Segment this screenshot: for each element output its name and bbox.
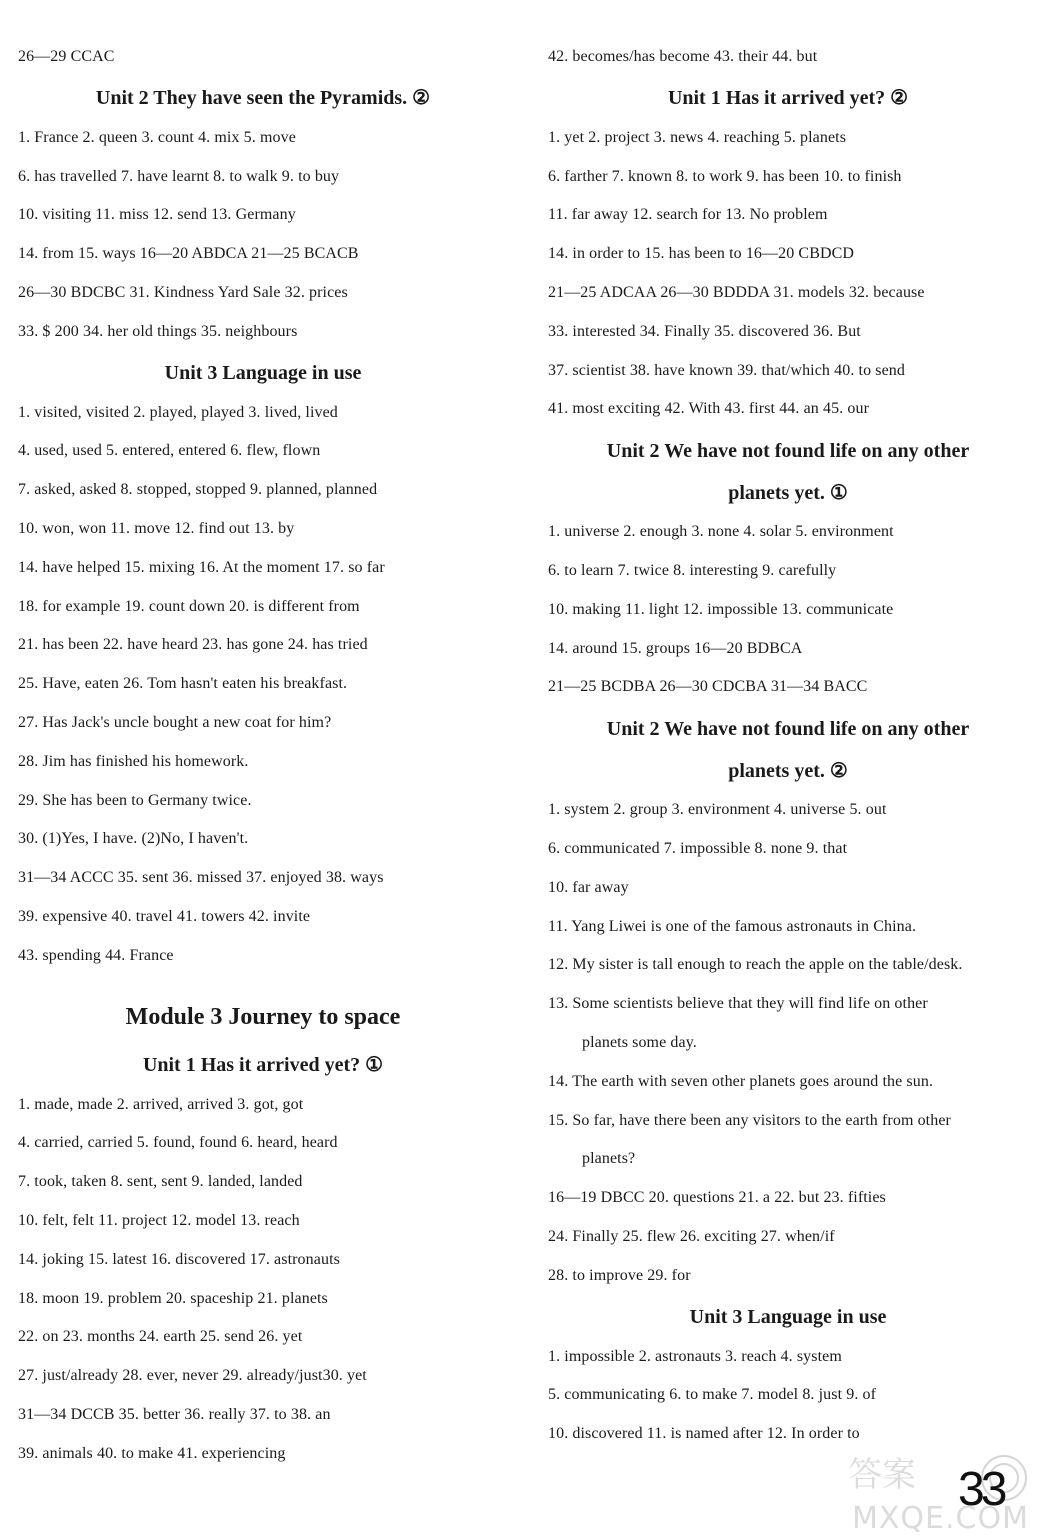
answer-line: 12. My sister is tall enough to reach the apple on the table/desk.	[548, 956, 963, 974]
answer-line: 28. to improve 29. for	[548, 1266, 691, 1284]
answer-line: 27. Has Jack's uncle bought a new coat for him?	[18, 713, 332, 731]
page-number: 33	[958, 1463, 1004, 1516]
answer-line: 1. visited, visited 2. played, played 3. lived, lived	[18, 403, 338, 421]
answer-line: 29. She has been to Germany twice.	[18, 791, 252, 809]
section-heading: Unit 2 They have seen the Pyramids. ②	[95, 86, 431, 109]
answer-line: 15. So far, have there been any visitors to the earth from other	[548, 1111, 951, 1129]
answer-line: 7. took, taken 8. sent, sent 9. landed, landed	[18, 1173, 303, 1191]
answer-line: 24. Finally 25. flew 26. exciting 27. when/if	[548, 1227, 835, 1245]
answer-line: 30. (1)Yes, I have. (2)No, I haven't.	[18, 830, 249, 848]
answer-line: 10. making 11. light 12. impossible 13. communicate	[548, 600, 894, 618]
answer-line: 1. France 2. queen 3. count 4. mix 5. move	[18, 128, 296, 146]
answer-line: 31—34 DCCB 35. better 36. really 37. to 38. an	[18, 1405, 331, 1423]
answer-line: 28. Jim has finished his homework.	[18, 752, 249, 770]
answer-line: 4. carried, carried 5. found, found 6. heard, heard	[18, 1134, 338, 1152]
answer-line: 16—19 DBCC 20. questions 21. a 22. but 23. fifties	[548, 1189, 886, 1207]
answer-line: 10. far away	[548, 878, 629, 896]
answer-line: 6. communicated 7. impossible 8. none 9. that	[548, 839, 848, 857]
answer-line: 10. visiting 11. miss 12. send 13. Germany	[18, 206, 296, 224]
answer-line: 1. system 2. group 3. environment 4. universe 5. out	[548, 801, 887, 819]
section-heading: Unit 2 We have not found life on any other	[606, 440, 970, 463]
answer-line: 1. universe 2. enough 3. none 4. solar 5. environment	[548, 523, 894, 541]
answer-line: 37. scientist 38. have known 39. that/which 40. to send	[548, 361, 906, 379]
answer-line: 41. most exciting 42. With 43. first 44. an 45. our	[548, 400, 870, 418]
answer-line: 39. expensive 40. travel 41. towers 42. invite	[18, 907, 311, 925]
section-heading: Unit 1 Has it arrived yet? ②	[667, 86, 909, 109]
section-heading: Unit 3 Language in use	[689, 1305, 887, 1328]
module-title: Module 3 Journey to space	[125, 1003, 401, 1030]
watermark-logo	[842, 1448, 1038, 1536]
svg-text:MXQE.COM: MXQE.COM	[852, 1501, 1029, 1536]
left-column	[18, 38, 508, 1474]
answer-line: 18. moon 19. problem 20. spaceship 21. planets	[18, 1289, 328, 1307]
answer-line: 14. from 15. ways 16—20 ABDCA 21—25 BCACB	[18, 245, 359, 263]
section-heading: Unit 1 Has it arrived yet? ①	[142, 1053, 384, 1076]
answer-line: 10. won, won 11. move 12. find out 13. by	[18, 519, 295, 537]
answer-line: 7. asked, asked 8. stopped, stopped 9. planned, planned	[18, 481, 378, 499]
answer-line: 1. impossible 2. astronauts 3. reach 4. system	[548, 1347, 842, 1365]
answer-line: 22. on 23. months 24. earth 25. send 26. yet	[18, 1328, 303, 1346]
answer-line: 26—29 CCAC	[18, 48, 115, 65]
answer-line: 21—25 ADCAA 26—30 BDDDA 31. models 32. because	[548, 283, 925, 301]
answer-line-continuation: planets?	[582, 1150, 636, 1168]
answer-line: 4. used, used 5. entered, entered 6. flew, flown	[18, 442, 321, 460]
answer-line: 1. made, made 2. arrived, arrived 3. got, got	[18, 1095, 304, 1113]
answer-line: 14. around 15. groups 16—20 BDBCA	[548, 639, 803, 657]
answer-line: 14. joking 15. latest 16. discovered 17. astronauts	[18, 1250, 340, 1268]
answer-line: 13. Some scientists believe that they will find life on other	[548, 995, 928, 1013]
answer-line: 18. for example 19. count down 20. is different from	[18, 597, 360, 615]
answer-line: 33. $ 200 34. her old things 35. neighbours	[18, 322, 298, 340]
answer-line: 6. has travelled 7. have learnt 8. to walk 9. to buy	[18, 167, 340, 185]
answer-line: 6. farther 7. known 8. to work 9. has been 10. to finish	[548, 167, 902, 185]
answer-line: 43. spending 44. France	[18, 946, 174, 964]
answer-line: 39. animals 40. to make 41. experiencing	[18, 1444, 286, 1462]
answer-line: 14. in order to 15. has been to 16—20 CBDCD	[548, 245, 855, 263]
answer-line: 21. has been 22. have heard 23. has gone 24. has tried	[18, 636, 368, 654]
answer-line: 14. The earth with seven other planets goes around the sun.	[548, 1072, 934, 1090]
answer-line: 42. becomes/has become 43. their 44. but	[548, 48, 818, 65]
answer-line: 25. Have, eaten 26. Tom hasn't eaten his breakfast.	[18, 675, 348, 693]
section-heading: Unit 3 Language in use	[164, 361, 362, 384]
answer-line: 1. yet 2. project 3. news 4. reaching 5. planets	[548, 128, 847, 146]
answer-line: 27. just/already 28. ever, never 29. already/just30. yet	[18, 1367, 367, 1385]
answer-line: 10. discovered 11. is named after 12. In order to	[548, 1425, 860, 1443]
right-column	[548, 38, 1028, 1454]
answer-line: 14. have helped 15. mixing 16. At the moment 17. so far	[18, 558, 385, 576]
answer-line: 11. Yang Liwei is one of the famous astronauts in China.	[548, 917, 917, 935]
section-heading: planets yet. ①	[728, 482, 848, 505]
answer-line: 6. to learn 7. twice 8. interesting 9. carefully	[548, 561, 837, 579]
section-heading: Unit 2 We have not found life on any other	[606, 718, 970, 741]
answer-line: 31—34 ACCC 35. sent 36. missed 37. enjoyed 38. ways	[18, 869, 384, 887]
answer-line: 5. communicating 6. to make 7. model 8. just 9. of	[548, 1386, 877, 1404]
answer-line: 11. far away 12. search for 13. No problem	[548, 206, 828, 224]
answer-line-continuation: planets some day.	[582, 1033, 697, 1051]
answer-line: 10. felt, felt 11. project 12. model 13. reach	[18, 1211, 300, 1229]
answer-line: 26—30 BDCBC 31. Kindness Yard Sale 32. prices	[18, 283, 348, 301]
answer-line: 33. interested 34. Finally 35. discovered 36. But	[548, 322, 861, 340]
section-heading: planets yet. ②	[728, 760, 848, 783]
svg-text:答案: 答案	[848, 1455, 916, 1495]
answer-line: 21—25 BCDBA 26—30 CDCBA 31—34 BACC	[548, 678, 868, 696]
